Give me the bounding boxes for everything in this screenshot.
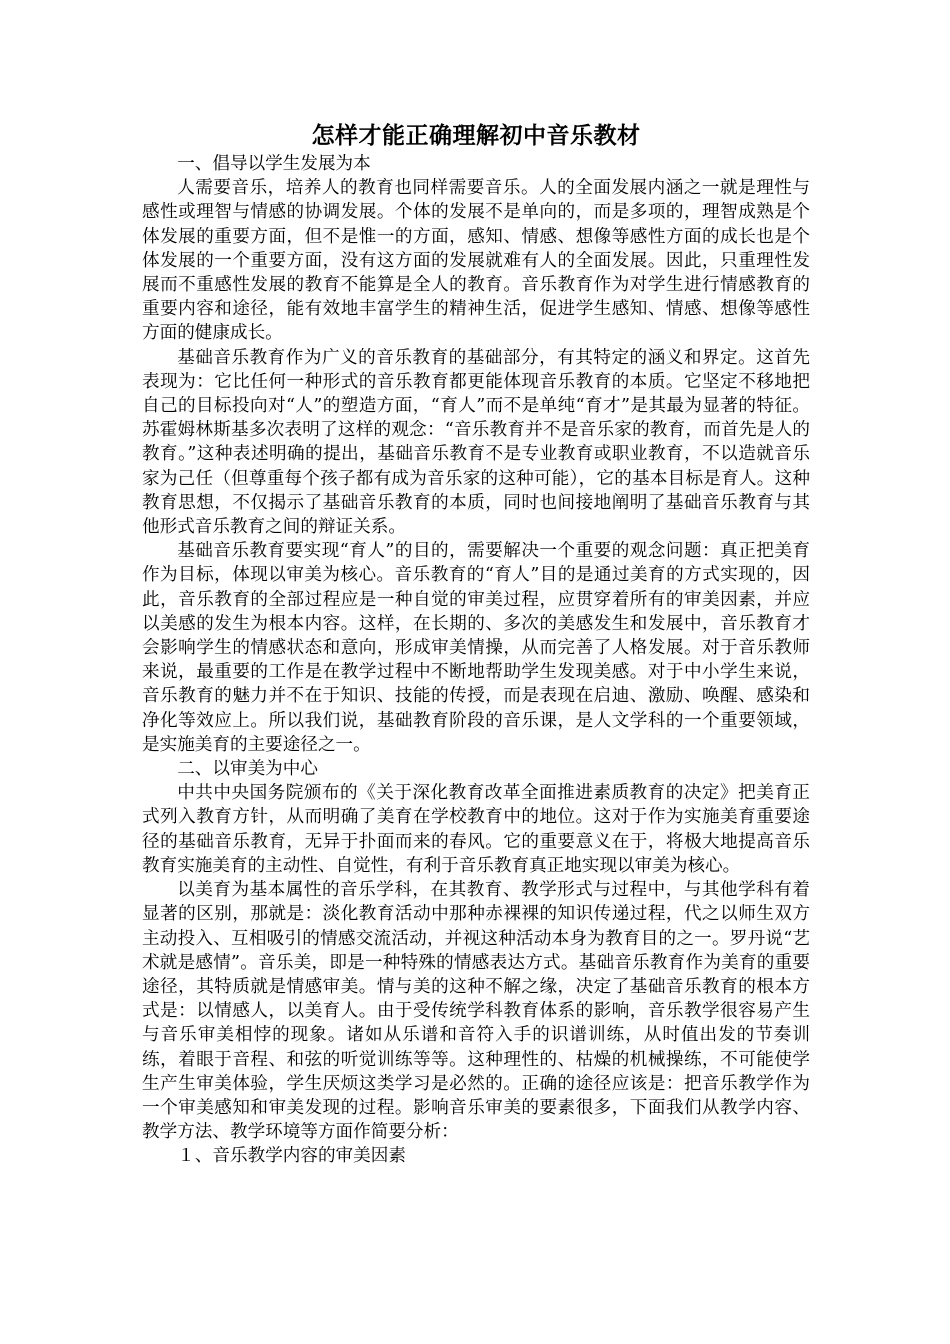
paragraph-2: 基础音乐教育作为广义的音乐教育的基础部分，有其特定的涵义和界定。这首先表现为：它比任何一种形式的音乐教育都更能体现音乐教育的本质。它坚定不移地把自己的目标投向对“人”的塑造方面，“育人”而不是单纯“育才”是其最为显著的特征。苏霍姆林斯基多次表明了这样的观念：“音乐教育并不是音乐家的教育，而首先是人的教育。”这种表述明确的提出，基础音乐教育不是专业教育或职业教育，不以造就音乐家为己任（但尊重每个孩子都有成为音乐家的这种可能），它的基本目标是育人。这种教育思想，不仅揭示了基础音乐教育的本质，同时也间接地阐明了基础音乐教育与其他形式音乐教育之间的辩证关系。 — [142, 347, 810, 538]
paragraph-5: 以美育为基本属性的音乐学科，在其教育、教学形式与过程中，与其他学科有着显著的区别，那就是：淡化教育活动中那种赤裸裸的知识传递过程，代之以师生双方主动投入、互相吸引的情感交流活动，并视这种活动本身为教育目的之一。罗丹说“艺术就是感情”。音乐美，即是一种特殊的情感表达方式。基础音乐教育作为美育的重要途径，其特质就是情感审美。情与美的这种不解之缘，决定了基础音乐教育的根本方式是：以情感人，以美育人。由于受传统学科教育体系的影响，音乐教学很容易产生与音乐审美相悖的现象。诸如从乐谱和音符入手的识谱训练，从时值出发的节奏训练，着眼于音程、和弦的听觉训练等等。这种理性的、枯燥的机械操练，不可能使学生产生审美体验，学生厌烦这类学习是必然的。正确的途径应该是：把音乐教学作为一个审美感知和审美发现的过程。影响音乐审美的要素很多，下面我们从教学内容、教学方法、教学环境等方面作简要分析： — [142, 880, 810, 1143]
section-heading-2: 二、以审美为中心 — [177, 759, 318, 780]
paragraph-1: 人需要音乐，培养人的教育也同样需要音乐。人的全面发展内涵之一就是理性与感性或理智与情感的协调发展。个体的发展不是单向的，而是多项的，理智成熟是个体发展的重要方面，但不是惟一的方面，感知、情感、想像等感性方面的成长也是个体发展的一个重要方面，没有这方面的发展就难有人的全面发展。因此，只重理性发展而不重感性发展的教育不能算是全人的教育。音乐教育作为对学生进行情感教育的重要内容和途径，能有效地丰富学生的精神生活，促进学生感知、情感、想像等感性方面的健康成长。 — [142, 178, 810, 344]
subsection-heading-1: １、音乐教学内容的审美因素 — [177, 1146, 406, 1167]
document-body — [142, 120, 810, 1169]
section-heading-1: 一、倡导以学生发展为本 — [177, 154, 371, 174]
paragraph-4: 中共中央国务院颁布的《关于深化教育改革全面推进素质教育的决定》把美育正式列入教育方针，从而明确了美育在学校教育中的地位。这对于作为实施美育重要途径的基础音乐教育，无异于扑面而来的春风。它的重要意义在于，将极大地提高音乐教育实施美育的主动性、自觉性，有利于音乐教育真正地实现以审美为核心。 — [142, 783, 810, 876]
paragraph-3: 基础音乐教育要实现“育人”的目的，需要解决一个重要的观念问题：真正把美育作为目标，体现以审美为核心。音乐教育的“育人”目的是通过美育的方式实现的，因此，音乐教育的全部过程应是一种自觉的审美过程，应贯穿着所有的审美因素，并应以美感的发生为根本内容。这样，在长期的、多次的美感发生和发展中，音乐教育才会影响学生的情感状态和意向，形成审美情操，从而完善了人格发展。对于音乐教师来说，最重要的工作是在教学过程中不断地帮助学生发现美感。对于中小学生来说，音乐教育的魅力并不在于知识、技能的传授，而是表现在启迪、激励、唤醒、感染和净化等效应上。所以我们说，基础教育阶段的音乐课，是人文学科的一个重要领域，是实施美育的主要途径之一。 — [142, 541, 810, 755]
document-title: 怎样才能正确理解初中音乐教材 — [311, 122, 641, 149]
